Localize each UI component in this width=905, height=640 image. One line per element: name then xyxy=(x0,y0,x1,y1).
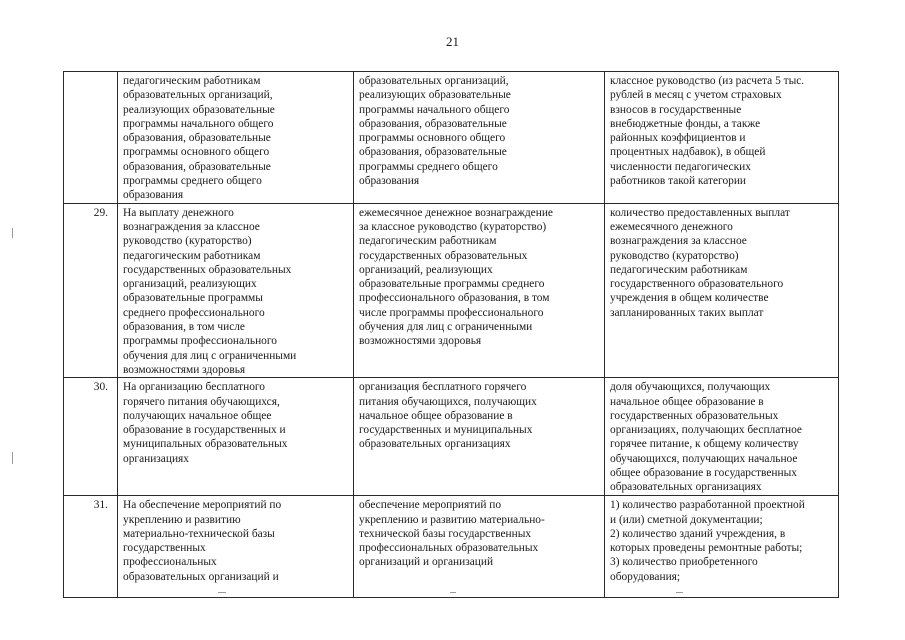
row-number: 29. xyxy=(64,203,118,378)
direction-cell xyxy=(118,496,354,598)
text-line: среднего профессионального xyxy=(123,306,265,319)
text-line: возможностями здоровья xyxy=(359,335,482,348)
text-line: государственных образовательных xyxy=(359,249,528,262)
text-line: технической базы государственных xyxy=(359,527,532,540)
text-line: обеспечение мероприятий по xyxy=(359,499,502,512)
subsidy-table xyxy=(63,71,839,598)
text-line: государственных xyxy=(123,542,206,555)
text-line: классное руководство (из расчета 5 тыс. xyxy=(610,75,805,87)
text-line: образовательные программы среднего xyxy=(359,278,545,291)
row-number: 30. xyxy=(64,378,118,496)
text-line: программы основного общего xyxy=(359,132,506,145)
text-line: организациях xyxy=(123,452,189,465)
text-line: 2) количество зданий учреждения, в xyxy=(610,527,786,540)
text-line: ежемесячного денежного xyxy=(610,220,733,233)
result-cell xyxy=(354,72,605,204)
result-cell xyxy=(354,203,605,378)
text-line: начальное общее образование в xyxy=(359,409,513,422)
text-line: запланированных таких выплат xyxy=(610,306,764,319)
text-line: общее образование в государственных xyxy=(610,467,797,480)
text-line: программы начального общего xyxy=(359,103,510,116)
text-line: реализующих образовательные xyxy=(123,103,275,116)
text-line: программы начального общего xyxy=(123,117,274,130)
indicator-cell xyxy=(605,72,839,204)
text-line: реализующих образовательные xyxy=(359,89,511,102)
indicator-cell xyxy=(605,378,839,496)
text-line: педагогическим работникам xyxy=(123,75,261,87)
text-line: педагогическим работникам xyxy=(359,235,497,248)
scan-artifact xyxy=(450,592,456,593)
text-line: организация бесплатного горячего xyxy=(359,381,527,394)
text-line: обучения для лиц с ограниченными xyxy=(123,349,297,362)
text-line: руководство (кураторство) xyxy=(123,235,252,248)
text-line: 1) количество разработанной проектной xyxy=(610,499,805,512)
scan-artifact xyxy=(12,228,13,238)
text-line: 3) количество приобретенного xyxy=(610,556,758,569)
text-line: образовательных организаций, xyxy=(123,89,273,102)
text-line: горячего питания обучающихся, xyxy=(123,395,280,408)
text-line: учреждения в общем количестве xyxy=(610,292,769,305)
text-line: оборудования; xyxy=(610,570,681,583)
text-line: процентных надбавок), в общей xyxy=(610,146,766,159)
text-line: образования, в том числе xyxy=(123,321,245,334)
text-line: образовательных организациях xyxy=(359,438,511,451)
row-number: 31. xyxy=(64,496,118,598)
text-line: районных коэффициентов и xyxy=(610,132,746,145)
text-line: возможностями здоровья xyxy=(123,363,246,376)
text-line: материально-технической базы xyxy=(123,527,275,540)
text-line: численности педагогических xyxy=(610,160,751,173)
text-line: количество предоставленных выплат xyxy=(610,206,790,219)
direction-cell xyxy=(118,203,354,378)
text-line: организаций и организаций xyxy=(359,556,494,569)
text-line: и (или) сметной документации; xyxy=(610,513,763,526)
direction-cell xyxy=(118,72,354,204)
direction-cell xyxy=(118,378,354,496)
text-line: укреплению и развитию материально- xyxy=(359,513,545,526)
text-line: На обеспечение мероприятий по xyxy=(123,499,282,512)
text-line: укреплению и развитию xyxy=(123,513,241,526)
text-line: организациях, получающих бесплатное xyxy=(610,424,802,437)
text-line: обучения для лиц с ограниченными xyxy=(359,321,533,334)
text-line: горячее питание, к общему количеству xyxy=(610,438,799,451)
text-line: образования, образовательные xyxy=(359,117,507,130)
text-line: работников такой категории xyxy=(610,175,747,188)
text-line: муниципальных образовательных xyxy=(123,438,288,451)
text-line: педагогическим работникам xyxy=(610,263,748,276)
text-line: за классное руководство (кураторство) xyxy=(359,220,547,233)
text-line: педагогическим работникам xyxy=(123,249,261,262)
text-line: государственных образовательных xyxy=(610,409,779,422)
text-line: профессиональных xyxy=(123,556,217,569)
scan-artifact xyxy=(676,592,683,593)
text-line: питания обучающихся, получающих xyxy=(359,395,537,408)
scan-artifact xyxy=(12,452,13,464)
text-line: числе программы профессионального xyxy=(359,306,544,319)
text-line: образования xyxy=(123,189,184,202)
text-line: государственных и муниципальных xyxy=(359,424,533,437)
text-line: образовательных организаций и xyxy=(123,570,279,583)
text-line: программы основного общего xyxy=(123,146,270,159)
page-number: 21 xyxy=(446,34,459,49)
text-line: доля обучающихся, получающих xyxy=(610,381,771,394)
text-line: получающих начальное общее xyxy=(123,409,272,422)
text-line: внебюджетные фонды, а также xyxy=(610,117,761,130)
text-line: которых проведены ремонтные работы; xyxy=(610,542,803,555)
text-line: программы среднего общего xyxy=(123,175,262,188)
text-line: профессионального образования, в том xyxy=(359,292,550,305)
text-line: образовательных организаций, xyxy=(359,75,509,87)
text-line: На организацию бесплатного xyxy=(123,381,265,394)
result-cell xyxy=(354,378,605,496)
text-line: образование в государственных и xyxy=(123,424,286,437)
text-line: рублей в месяц с учетом страховых xyxy=(610,89,782,102)
text-line: программы профессионального xyxy=(123,335,277,348)
indicator-cell xyxy=(605,203,839,378)
text-line: обучающихся, получающих начальное xyxy=(610,452,798,465)
result-cell xyxy=(354,496,605,598)
row-number xyxy=(64,72,118,204)
text-line: организаций, реализующих xyxy=(123,278,257,291)
table-row xyxy=(64,72,839,204)
text-line: руководство (кураторство) xyxy=(610,249,739,262)
text-line: образования, образовательные xyxy=(359,146,507,159)
text-line: вознаграждения за классное xyxy=(610,235,747,248)
text-line: профессиональных образовательных xyxy=(359,542,539,555)
text-line: государственных образовательных xyxy=(123,263,292,276)
text-line: образования, образовательные xyxy=(123,160,271,173)
scan-artifact xyxy=(218,592,226,593)
text-line: образования, образовательные xyxy=(123,132,271,145)
text-line: образования xyxy=(359,175,420,188)
text-line: начальное общее образование в xyxy=(610,395,764,408)
table-row xyxy=(64,378,839,496)
text-line: взносов в государственные xyxy=(610,103,742,116)
text-line: На выплату денежного xyxy=(123,206,234,219)
text-line: вознаграждения за классное xyxy=(123,220,260,233)
text-line: образовательных организациях xyxy=(610,481,762,494)
text-line: организаций, реализующих xyxy=(359,263,493,276)
indicator-cell xyxy=(605,496,839,598)
table-row xyxy=(64,496,839,598)
text-line: программы среднего общего xyxy=(359,160,498,173)
text-line: образовательные программы xyxy=(123,292,263,305)
table-row xyxy=(64,203,839,378)
text-line: государственного образовательного xyxy=(610,278,784,291)
text-line: ежемесячное денежное вознаграждение xyxy=(359,206,553,219)
